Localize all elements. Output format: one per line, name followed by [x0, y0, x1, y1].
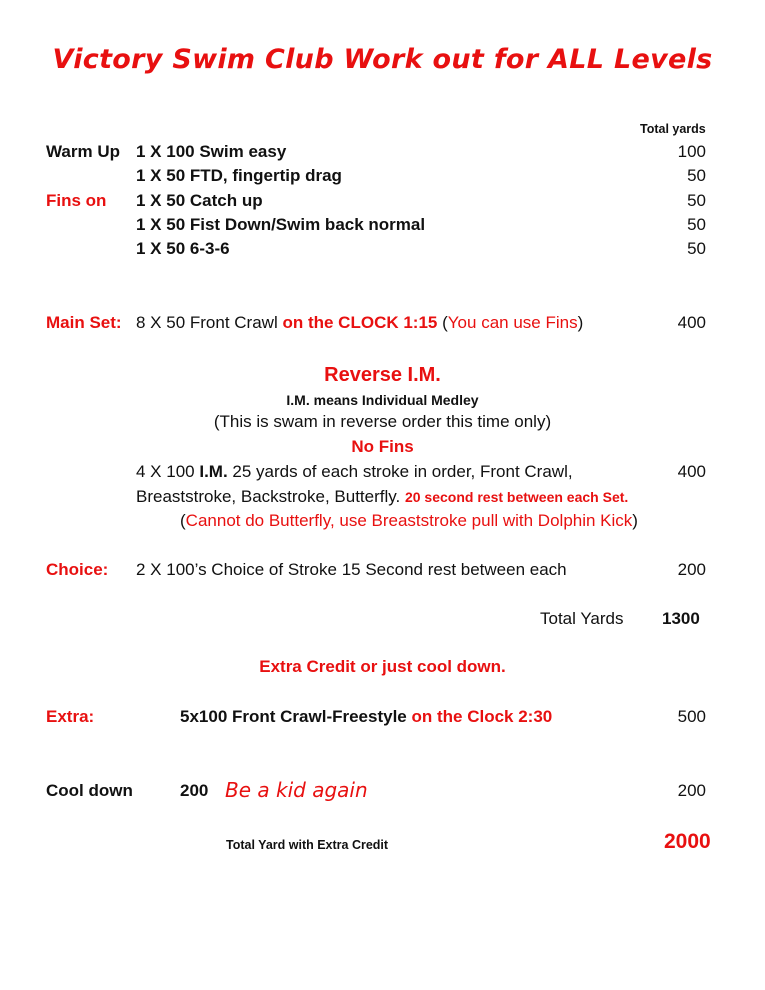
- main-set-clock: on the CLOCK 1:15: [282, 313, 438, 332]
- main-set-fins-note: You can use Fins: [447, 313, 578, 332]
- reverse-im-line2: [136, 487, 628, 507]
- extra-label: Extra:: [46, 707, 95, 726]
- total-value: 1300: [662, 609, 700, 628]
- reverse-im-line3: [180, 511, 638, 531]
- page-title: Victory Swim Club Work out for ALL Levels: [52, 44, 713, 75]
- warmup-yards: 50: [687, 215, 706, 234]
- warmup-yards: 100: [677, 142, 706, 161]
- cooldown-label: Cool down: [46, 781, 133, 800]
- reverse-im-heading: Reverse I.M.: [324, 364, 441, 386]
- reverse-im-alt: Cannot do Butterfly, use Breaststroke pull with Dolphin Kick: [185, 511, 633, 530]
- paren: ): [632, 511, 638, 530]
- extra-credit-heading: Extra Credit or just cool down.: [259, 657, 506, 676]
- main-set-yards: 400: [677, 313, 706, 332]
- warmup-item: 1 X 50 FTD, fingertip drag: [136, 166, 342, 185]
- warmup-yards: 50: [687, 166, 706, 185]
- total-label: Total Yards: [540, 609, 624, 628]
- reverse-im-strokes: Breaststroke, Backstroke, Butterfly.: [136, 487, 401, 506]
- grand-total-value: 2000: [664, 830, 711, 853]
- no-fins-label: No Fins: [351, 437, 414, 456]
- reverse-im-yards: 400: [677, 462, 706, 481]
- extra-line: [180, 707, 552, 727]
- cooldown-yards: 200: [677, 781, 706, 800]
- reverse-im-note: (This is swam in reverse order this time only): [213, 412, 552, 431]
- paren: (: [180, 511, 186, 530]
- paren: (: [442, 313, 448, 332]
- choice-label: Choice:: [46, 560, 109, 579]
- warmup-item: 1 X 50 Catch up: [136, 191, 263, 210]
- warmup-item: 1 X 50 6-3-6: [136, 239, 230, 258]
- warmup-yards: 50: [687, 191, 706, 210]
- warmup-yards: 50: [687, 239, 706, 258]
- choice-text: 2 X 100’s Choice of Stroke 15 Second rest between each: [136, 560, 567, 579]
- extra-clock: on the Clock 2:30: [411, 707, 553, 726]
- grand-total-label: Total Yard with Extra Credit: [226, 838, 389, 852]
- extra-text: 5x100 Front Crawl-Freestyle: [180, 707, 407, 726]
- cooldown-tagline: Be a kid again: [225, 778, 368, 802]
- warmup-item: 1 X 100 Swim easy: [136, 142, 287, 161]
- choice-yards: 200: [677, 560, 706, 579]
- extra-yards: 500: [677, 707, 706, 726]
- main-set-label: Main Set:: [46, 313, 122, 332]
- reverse-im-count: 4 X 100: [136, 462, 195, 481]
- cooldown-amount: 200: [180, 781, 209, 800]
- reverse-im-rest: 20 second rest between each Set.: [404, 489, 629, 505]
- main-set-line: [136, 313, 583, 333]
- warmup-item: 1 X 50 Fist Down/Swim back normal: [136, 215, 426, 234]
- main-set-text: 8 X 50 Front Crawl: [136, 313, 278, 332]
- fins-on-label: Fins on: [46, 191, 107, 210]
- reverse-im-subheading: I.M. means Individual Medley: [286, 392, 479, 408]
- paren: ): [577, 313, 584, 332]
- total-yards-header: Total yards: [640, 122, 706, 136]
- reverse-im-abbr: I.M.: [199, 462, 228, 481]
- reverse-im-line1: [136, 462, 573, 482]
- warmup-label: Warm Up: [46, 142, 120, 161]
- reverse-im-desc: 25 yards of each stroke in order, Front Crawl,: [232, 462, 573, 481]
